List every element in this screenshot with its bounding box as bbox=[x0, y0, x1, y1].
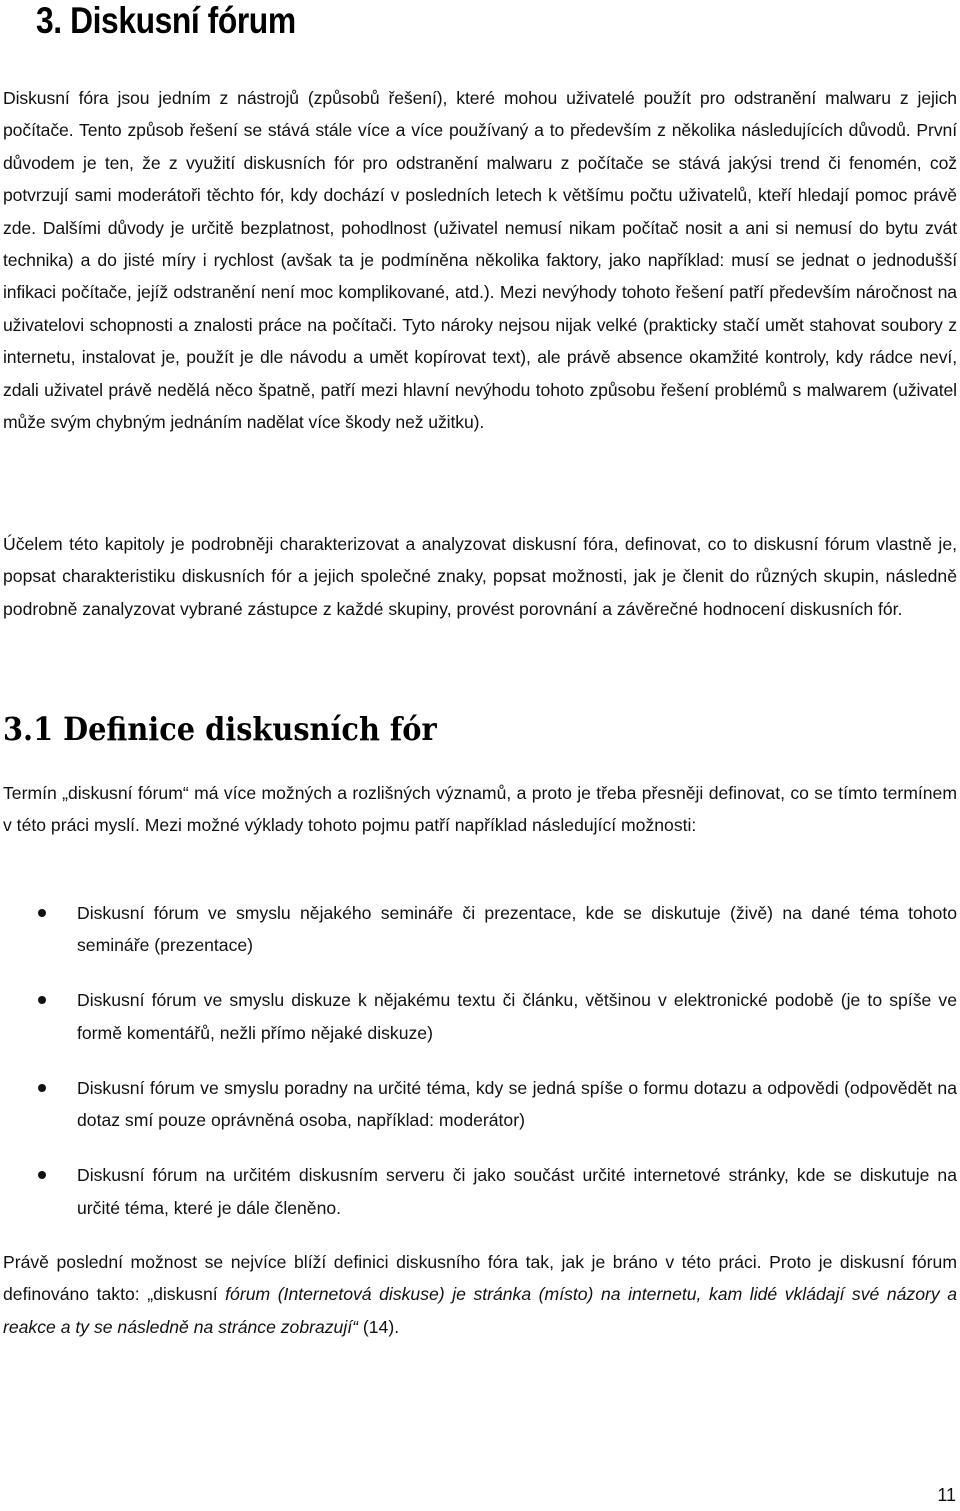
conclusion-paragraph bbox=[3, 1246, 957, 1343]
conclusion-lead: Právě poslední možnost se nejvíce blíží definici diskusního fóra tak, jak je bráno v této práci. Proto je diskusní fórum definováno takto: „diskusní bbox=[3, 1252, 957, 1305]
list-item bbox=[0, 984, 957, 1049]
bullet-icon bbox=[38, 1084, 46, 1092]
list-item-text: Diskusní fórum ve smyslu diskuze k nějakému textu či článku, většinou v elektronické podobě (je to spíše ve formě komentářů, nežli přímo nějaké diskuze) bbox=[77, 990, 957, 1043]
intro-sentence-2: První důvodem je ten, že z využití diskusních fór pro odstranění malwaru z počítače se stává jakýsi trend či fenomén, což potvrzují sami moderátoři těchto fór, kdy dochází v posledních letech k většímu počtu uživatelů, kteří hledají pomoc právě zde. bbox=[3, 120, 957, 238]
definition-intro-paragraph: Termín „diskusní fórum“ má více možných a rozlišných významů, a proto je třeba přesněji definovat, co se tímto termínem v této práci myslí. Mezi možné výklady tohoto pojmu patří například následující možnosti: bbox=[3, 783, 957, 836]
intro-sentence-1: Diskusní fóra jsou jedním z nástrojů (způsobů řešení), které mohou uživatelé použít pro odstranění malwaru z jejich počítače. Tento způsob řešení se stává stále více a více používaný a to především z několika následujících důvodů. bbox=[3, 88, 957, 141]
purpose-paragraph: Účelem této kapitoly je podrobněji charakterizovat a analyzovat diskusní fóra, definovat, co to diskusní fórum vlastně je, popsat charakteristiku diskusních fór a jejich společné znaky, popsat možnosti, jak je členit do různých skupin, následně podrobně zanalyzovat vybrané zástupce z každé skupiny, provést porovnání a závěrečné hodnocení diskusních fór. bbox=[3, 534, 957, 619]
citation: (14). bbox=[358, 1316, 400, 1337]
section-heading: 3.1 Definice diskusních fór bbox=[3, 710, 437, 748]
bullet-icon bbox=[38, 1171, 46, 1179]
list-item bbox=[0, 897, 957, 962]
intro-sentence-3: Dalšími důvody je určitě bezplatnost, pohodlnost (uživatel nemusí nikam počítač nosit a ani si nemusí do bytu zvát technika) a do jisté míry i rychlost (avšak ta je podmíněna několika faktory, jako například: musí se jednat o jednodušší infikaci počítače, jejíž odstranění není moc komplikované, atd.). Mezi nevýhody tohoto řešení patří především náročnost na uživatelovi schopnosti a znalosti práce na počítači. Tyto nároky nejsou nijak velké (prakticky stačí umět stahovat soubory z internetu, instalovat je, použít je dle návodu a umět kopírovat text), ale právě absence okamžité kontroly, kdy rádce neví, zdali uživatel právě nedělá něco špatně, patří mezi hlavní nevýhodu tohoto způsobu řešení problémů s malwarem (uživatel může svým chybným jednáním nadělat více škody než užitku). bbox=[3, 217, 957, 433]
list-item-text: Diskusní fórum ve smyslu nějakého semináře či prezentace, kde se diskutuje (živě) na dané téma tohoto semináře (prezentace) bbox=[77, 903, 957, 956]
intro-paragraph bbox=[3, 82, 957, 438]
list-item bbox=[0, 1159, 957, 1224]
definition-quote: fórum (Internetová diskuse) je stránka (místo) na internetu, kam lidé vkládají své názory a reakce a ty se následně na stránce zobrazují“ bbox=[3, 1284, 957, 1337]
list-item-text: Diskusní fórum ve smyslu poradny na určité téma, kdy se jedná spíše o formu dotazu a odpovědi (odpovědět na dotaz smí pouze oprávněná osoba, například: moderátor) bbox=[77, 1077, 957, 1131]
page-number: 11 bbox=[937, 1485, 956, 1505]
list-item-text: Diskusní fórum na určitém diskusním serveru či jako součást určité internetové stránky, kde se diskutuje na určité téma, které je dále členěno. bbox=[77, 1165, 957, 1218]
bullet-icon bbox=[38, 909, 46, 917]
list-item bbox=[0, 1072, 957, 1137]
chapter-heading: 3. Diskusní fórum bbox=[36, 0, 296, 41]
meaning-list bbox=[0, 897, 957, 1247]
bullet-icon bbox=[38, 996, 46, 1004]
